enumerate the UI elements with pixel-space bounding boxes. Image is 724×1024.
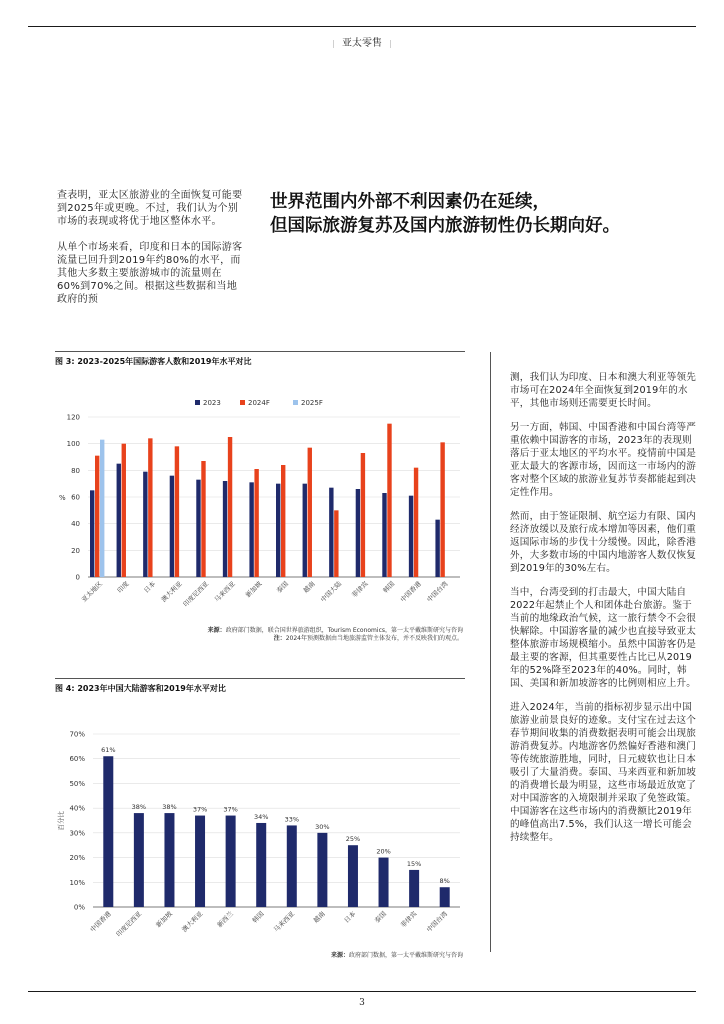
x-tick-label: 印度尼西亚 [114,909,144,939]
figure-4-source-label: 来源： [330,952,349,959]
bar [226,816,236,907]
bar-2024F [95,456,99,577]
bar [317,833,327,907]
header-separator-right: | [389,39,392,48]
pull-quote-headline [270,190,710,238]
intro-paragraph-1: 查表明，亚太区旅游业的全面恢复可能要到2025年或更晚。不过，我们认为个别市场的表现或将优于地区整体水平。 [57,190,243,227]
legend-label: 2024F [248,399,270,407]
legend-swatch [293,400,298,405]
y-tick-label: 70% [69,730,85,739]
bar [134,813,144,907]
bar-2023 [223,481,227,577]
x-tick-label: 中国台湾 [425,579,450,604]
x-tick-label: 中国台湾 [425,909,450,934]
bar-2024F [122,444,126,577]
bar-2024F [414,468,418,577]
bar-2023 [409,496,413,577]
y-tick-label: 0 [75,573,80,582]
intro-paragraph-2: 从单个市场来看，印度和日本的国际游客流量已回升到2019年约80%的水平，而其他大多数主要旅游城市的流量则在60%到70%之间。根据这些数据和当地政府的预 [57,242,243,305]
bar-2025F [100,440,104,577]
x-tick-label: 马来西亚 [272,909,297,934]
right-paragraph-5: 进入2024年，当前的指标初步显示出中国旅游业前景良好的迹象。支付宝在过去这个春节期间收集的消费数据表明可能会出现旅游消费复苏。内地游客仍然偏好香港和澳门等传统旅游胜地，同时，日元疲软也让日本吸引了大量消费。泰国、马来西亚和新加坡的消费增长最为明显，这些市场最近放宽了对中国游客的入境限制并采取了免签政策。中国游客在这些市场内的消费额比2019年的峰值高出7.5%，我们认这一增长可能会持续整年。 [510,702,697,843]
right-column [510,371,700,855]
y-tick-label: 20 [71,546,80,555]
bar-2023 [329,488,333,577]
bar-2023 [170,476,174,577]
bar-2023 [249,482,253,577]
bar [164,813,174,907]
bar [287,825,297,907]
bar-2023 [143,472,147,577]
figure-3-note-text: 2024年预测数据由当地旅游监管主体发布，并不反映我们的观点。 [285,635,463,642]
figure-3-top-rule [55,351,465,352]
headline-line-2: 但国际旅游复苏及国内旅游韧性仍长期向好。 [270,216,620,236]
legend-label: 2023 [203,399,221,407]
x-tick-label: 日本 [342,909,358,925]
figure-3-source-label: 来源： [207,627,226,634]
bar [409,870,419,907]
y-tick-label: 60% [69,755,85,764]
y-tick-label: 100 [66,440,80,449]
y-tick-label: 80 [71,466,80,475]
value-label: 61% [101,746,116,755]
x-tick-label: 泰国 [373,909,388,925]
bar-2024F [440,442,444,577]
figure-4-source-text: 政府部门数据，第一太平戴维斯研究与咨询 [348,952,463,959]
legend-label: 2025F [301,399,323,407]
value-label: 37% [223,805,238,814]
value-label: 15% [406,859,422,868]
y-tick-label: 10% [69,878,85,887]
bar-2024F [281,465,285,577]
column-divider [490,352,491,952]
value-label: 25% [345,835,361,844]
y-tick-label: 40% [69,804,85,813]
bar-2023 [382,493,386,577]
bar [379,858,389,907]
x-tick-label: 澳大利亚 [180,909,205,934]
headline-line-1: 世界范围内外部不利因素仍在延续， [270,192,550,212]
x-tick-label: 新加坡 [244,579,264,600]
right-paragraph-3: 然而，由于签证限制、航空运力有限、国内经济放缓以及旅行成本增加等因素，他们重返国际市场的步伐十分缓慢。因此，除香港外，大多数市场的中国内地游客人数仅恢复到2019年的30%左右。 [510,511,697,574]
x-tick-label: 菲律宾 [350,579,370,600]
figure-4-top-rule [55,678,465,679]
page-number: 3 [359,998,365,1008]
y-tick-label: 20% [69,854,85,863]
value-label: 33% [284,815,300,824]
x-tick-label: 亚太地区 [79,579,105,604]
y-axis-label: % [59,494,66,502]
y-tick-label: 40 [71,520,80,529]
value-label: 30% [315,822,330,831]
x-tick-label: 越南 [311,909,327,925]
top-rule [28,26,696,27]
figure-3-note-label: 注： [273,635,286,642]
figure-4-title: 图 4: 2023年中国大陆游客和2019年水平对比 [55,684,226,693]
y-tick-label: 0% [73,903,85,912]
value-label: 37% [192,805,208,814]
y-tick-label: 30% [69,829,85,838]
bar-2023 [276,484,280,577]
bar [348,845,358,907]
bar-2024F [308,448,312,577]
bar-2023 [303,484,307,577]
figure-3-source-text: 政府部门数据，联合国世界旅游组织，Tourism Economics，第一太平戴维斯研究与咨询 [225,627,463,634]
x-tick-label: 印度尼西亚 [181,579,211,609]
bar-2023 [356,489,360,577]
bar-2023 [196,480,200,577]
right-paragraph-2: 另一方面，韩国、中国香港和中国台湾等严重依赖中国游客的市场，2023年的表现则落后于亚太地区的平均水平。疫情前中国是亚太最大的客源市场，因而这一市场内的游客对整个区域的旅游业复苏节奏都能起到决定性作用。 [510,422,697,498]
x-tick-label: 中国大陆 [319,579,344,604]
intro-column [57,189,243,319]
y-tick-label: 60 [71,493,80,502]
bar-2023 [117,464,121,577]
figure-4-chart [55,694,465,949]
x-tick-label: 新西兰 [215,909,236,930]
x-tick-label: 韩国 [250,909,266,925]
bar-2024F [228,437,232,577]
figure-3-source [120,627,463,643]
x-tick-label: 中国香港 [398,579,423,604]
bar-2024F [175,446,179,577]
x-tick-label: 菲律宾 [399,909,419,930]
bar-2024F [334,510,338,577]
x-tick-label: 日本 [142,579,158,595]
header-title: 亚太零售 [342,38,382,49]
bottom-rule [28,991,696,992]
figure-3 [55,351,465,617]
bar [103,756,113,907]
y-axis-label: 百分比 [57,811,65,831]
bar-2023 [90,490,94,577]
x-tick-label: 印度 [115,579,131,595]
header-separator-left: | [332,39,335,48]
y-tick-label: 120 [66,413,80,422]
x-tick-label: 新加坡 [154,909,174,930]
bar-2024F [254,469,258,577]
bar-2023 [435,520,439,577]
bar-2024F [148,438,152,577]
bar-2024F [201,461,205,577]
right-paragraph-1: 测，我们认为印度、日本和澳大利亚等领先市场可在2024年全面恢复到2019年的水平，其他市场则还需要更长时间。 [510,372,697,409]
figure-4-source [220,952,463,960]
figure-3-chart [55,367,465,617]
x-tick-label: 越南 [301,579,317,595]
running-header [0,34,724,49]
x-tick-label: 澳大利亚 [159,579,184,604]
value-label: 8% [439,877,450,886]
x-tick-label: 韩国 [381,579,397,595]
bar-2024F [387,424,391,577]
value-label: 20% [376,847,391,856]
x-tick-label: 中国香港 [88,909,113,934]
figure-4 [55,678,465,949]
x-tick-label: 马来西亚 [212,579,237,604]
bar-2024F [361,453,365,577]
value-label: 34% [253,812,269,821]
legend-swatch [240,400,245,405]
bar [440,887,450,907]
legend-swatch [195,400,200,405]
bar [256,823,266,907]
x-tick-label: 泰国 [275,579,291,595]
figure-3-title: 图 3: 2023-2025年国际游客人数和2019年水平对比 [55,357,252,366]
y-tick-label: 50% [69,779,85,788]
value-label: 38% [131,803,147,812]
right-paragraph-4: 当中，台湾受到的打击最大，中国大陆自2022年起禁止个人和团体赴台旅游。鉴于当前的地缘政治气候，这一旅行禁令不会很快解除。中国游客量的减少也直接导致亚太整体旅游市场规模缩小。虽然中国游客仍是最主要的客源，但其重要性占比已从2019年的52%降至2023年的40%。同时，韩国、美国和新加坡游客的比例则相应上升。 [510,587,697,689]
value-label: 38% [162,803,177,812]
bar [195,816,205,907]
